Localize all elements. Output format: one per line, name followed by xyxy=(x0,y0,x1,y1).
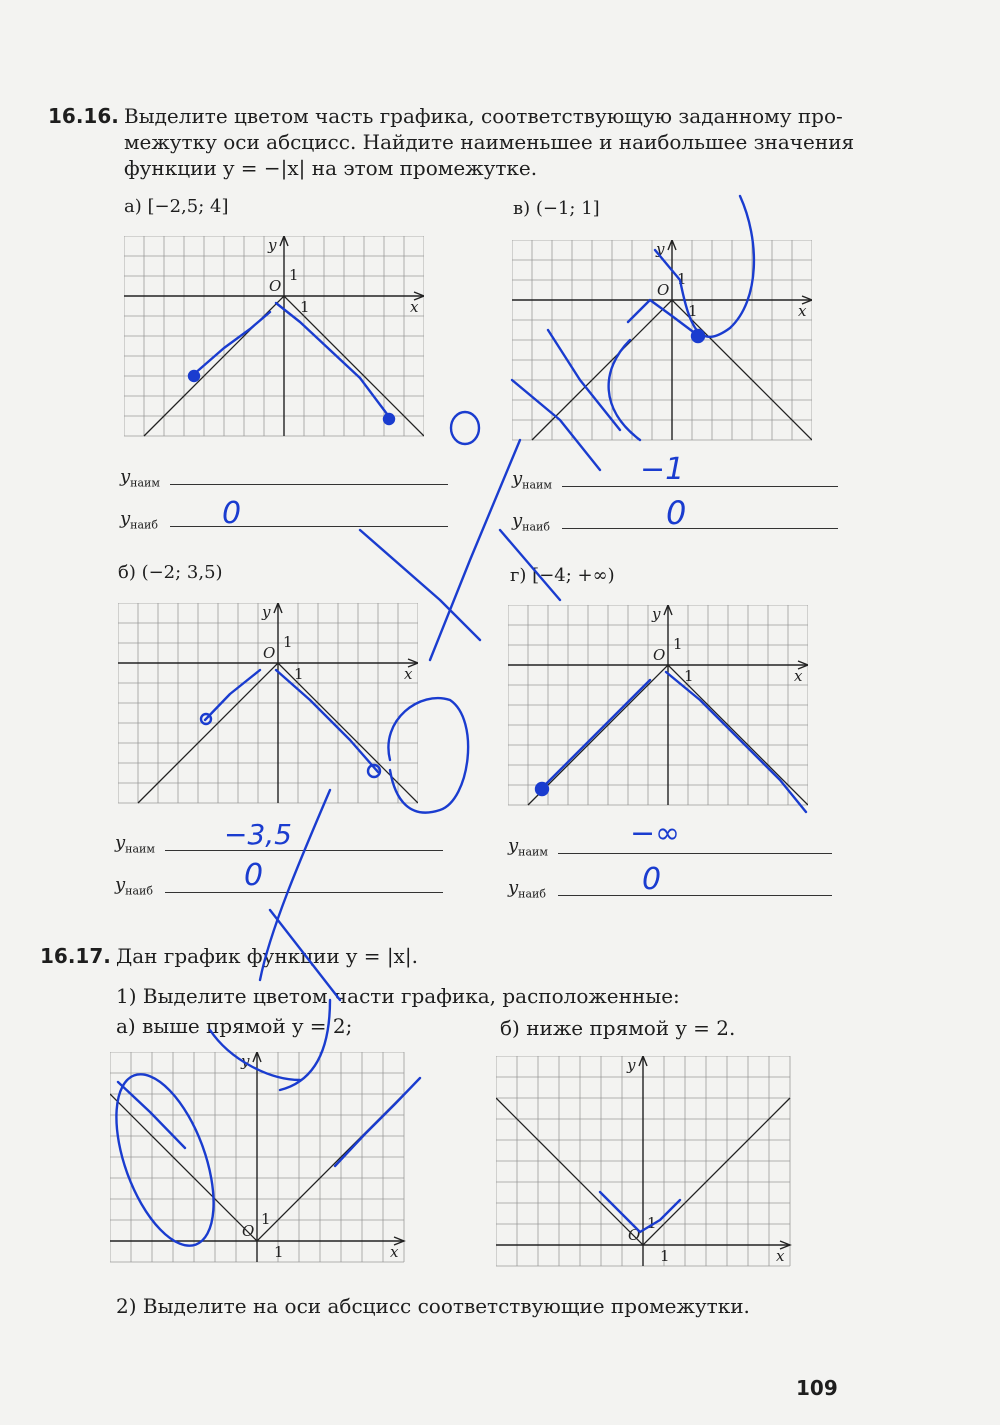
loop-b xyxy=(388,698,468,813)
part-g-label: г) [−4; +∞) xyxy=(510,565,615,586)
ans-max-v: 0 xyxy=(666,494,687,532)
y-axis-label: y xyxy=(268,236,277,254)
highlight-b-left xyxy=(205,670,260,720)
x-axis-label: x xyxy=(794,667,803,685)
y-axis-label: y xyxy=(656,240,665,258)
y-axis-label: y xyxy=(627,1056,636,1074)
highlight-1617b xyxy=(600,1192,680,1232)
check-stroke-lower xyxy=(360,530,480,640)
circle-o-mark xyxy=(451,412,479,444)
unit-y-label: 1 xyxy=(647,1214,657,1232)
ymin-label-g: $y_{наим}$ xyxy=(508,835,548,859)
task-16-16-line3: функции y = −|x| на этом промежутке. xyxy=(124,156,538,180)
task-16-17-part-a: а) выше прямой y = 2; xyxy=(116,1014,353,1038)
task-16-16-line1: Выделите цветом часть графика, соответствующую заданному про- xyxy=(124,104,843,128)
ans-max-b: 0 xyxy=(244,858,264,893)
loop-1617 xyxy=(97,1062,234,1259)
unit-x-label: 1 xyxy=(688,302,698,320)
highlight-g-left xyxy=(540,680,650,790)
task-16-16-line2: межутку оси абсцисс. Найдите наименьшее и наибольшее значения xyxy=(124,130,855,154)
unit-x-label: 1 xyxy=(294,665,304,683)
highlight-g-right xyxy=(666,672,806,812)
y-axis-label: y xyxy=(262,603,271,621)
highlight-a-right xyxy=(276,303,390,418)
y-axis-label: y xyxy=(241,1052,250,1070)
check-stroke-mid xyxy=(430,440,520,660)
task-16-17-intro: Дан график функции y = |x|. xyxy=(116,944,418,968)
x-axis-label: x xyxy=(410,298,419,316)
ymin-label-b: $y_{наим}$ xyxy=(115,832,155,856)
x-axis-label: x xyxy=(390,1243,399,1261)
endpoint-g-left xyxy=(536,783,548,795)
endpoint-a-right xyxy=(384,414,394,424)
task-16-16-number: 16.16. xyxy=(48,104,119,128)
highlight-1617-left xyxy=(118,1082,185,1148)
ans-min-v: −1 xyxy=(640,452,685,487)
big-stroke-k xyxy=(260,790,340,1090)
task-16-17-step2: 2) Выделите на оси абсцисс соответствующие промежутки. xyxy=(116,1294,750,1318)
big-stroke-n xyxy=(210,1030,300,1080)
unit-y-label: 1 xyxy=(673,635,683,653)
part-v-label: в) (−1; 1] xyxy=(513,198,600,219)
x-axis-label: x xyxy=(404,665,413,683)
ans-min-b: −3,5 xyxy=(224,818,292,851)
y-axis-label: y xyxy=(652,605,661,623)
task-16-17-step1: 1) Выделите цветом части графика, расположенные: xyxy=(116,984,680,1008)
highlight-a-left xyxy=(193,312,270,375)
endpoint-a-left xyxy=(189,371,199,381)
part-b-label: б) (−2; 3,5) xyxy=(118,562,223,583)
ymax-label-g: $y_{наиб}$ xyxy=(508,877,547,901)
unit-x-label: 1 xyxy=(684,667,694,685)
page-number: 109 xyxy=(796,1376,838,1400)
ymax-label-b: $y_{наиб}$ xyxy=(115,874,154,898)
unit-x-label: 1 xyxy=(660,1247,670,1265)
slash-stroke xyxy=(512,380,600,470)
unit-x-label: 1 xyxy=(274,1243,284,1261)
unit-x-label: 1 xyxy=(300,298,310,316)
origin-label: O xyxy=(263,644,276,662)
curve-stroke-v xyxy=(609,340,640,440)
ans-min-g: −∞ xyxy=(630,816,681,851)
ans-max-g: 0 xyxy=(642,862,662,897)
ymax-label-v: $y_{наиб}$ xyxy=(512,510,551,534)
origin-label: O xyxy=(628,1226,641,1244)
ymin-label-a: $y_{наим}$ xyxy=(120,466,160,490)
task-16-17-number: 16.17. xyxy=(40,944,111,968)
ymin-label-v: $y_{наим}$ xyxy=(512,468,552,492)
ymax-label-a: $y_{наиб}$ xyxy=(120,508,159,532)
unit-y-label: 1 xyxy=(283,633,293,651)
x-axis-label: x xyxy=(776,1247,785,1265)
task-16-17-part-b: б) ниже прямой y = 2. xyxy=(500,1016,736,1040)
origin-label: O xyxy=(657,281,670,299)
unit-y-label: 1 xyxy=(677,270,687,288)
unit-y-label: 1 xyxy=(289,266,299,284)
highlight-b-right xyxy=(276,670,378,772)
diag-stroke xyxy=(500,530,560,600)
x-axis-label: x xyxy=(798,302,807,320)
unit-y-label: 1 xyxy=(261,1210,271,1228)
ans-max-a: 0 xyxy=(222,496,242,531)
origin-label: O xyxy=(269,277,282,295)
highlight-1617-right xyxy=(335,1078,420,1166)
origin-label: O xyxy=(242,1222,255,1240)
part-a-label: а) [−2,5; 4] xyxy=(124,196,229,217)
origin-label: O xyxy=(653,646,666,664)
